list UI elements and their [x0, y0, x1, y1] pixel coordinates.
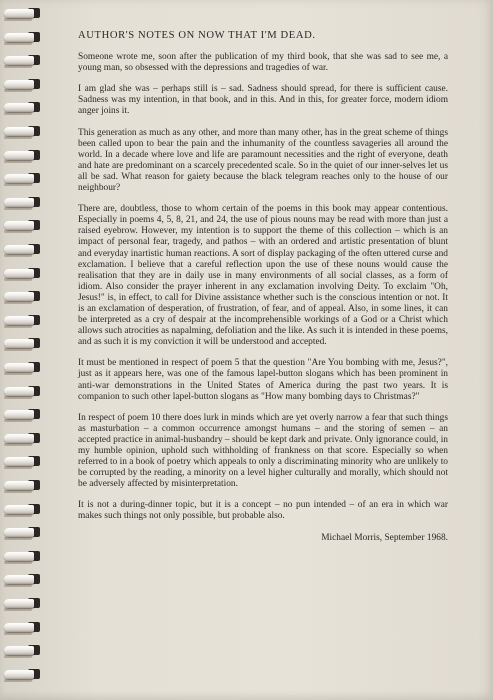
binding-ring — [4, 667, 44, 681]
binding-ring — [4, 360, 44, 374]
coil-loop — [4, 457, 34, 466]
coil-loop — [4, 481, 34, 490]
binding-ring — [4, 549, 44, 563]
binding-ring — [4, 502, 44, 516]
coil-loop — [4, 174, 34, 183]
coil-loop — [4, 646, 34, 655]
coil-loop — [4, 33, 34, 42]
binding-ring — [4, 171, 44, 185]
coil-shadow — [4, 561, 32, 564]
coil-shadow — [4, 254, 32, 257]
coil-shadow — [4, 372, 32, 375]
coil-loop — [4, 670, 34, 679]
binding-ring — [4, 384, 44, 398]
coil-shadow — [4, 112, 32, 115]
binding-ring — [4, 30, 44, 44]
coil-loop — [4, 599, 34, 608]
coil-loop — [4, 292, 34, 301]
paragraph: Someone wrote me, soon after the publication of my third book, that she was sad to see me, a young man, so obsessed with the depressions and tragedies of war. — [78, 52, 448, 74]
coil-loop — [4, 575, 34, 584]
coil-shadow — [4, 42, 32, 45]
coil-shadow — [4, 230, 32, 233]
document-title: AUTHOR'S NOTES ON NOW THAT I'M DEAD. — [78, 30, 316, 41]
coil-loop — [4, 151, 34, 160]
coil-loop — [4, 56, 34, 65]
paragraph: This generation as much as any other, and more than many other, has in the great scheme of things been called upon to bear the pain and the inhumanity of the countless savageries all around the world. In a decade where love and life are paramount necessities and the right of everyone, death and hate are predominant on a scarcely precedented scale. So in the quiet of our inner-selves let us all be sad. What reason for gaiety because the black telegram reaches only to the house of our neighbour? — [78, 127, 448, 194]
coil-shadow — [4, 608, 32, 611]
coil-shadow — [4, 18, 32, 21]
spiral-binding — [0, 6, 46, 696]
coil-loop — [4, 387, 34, 396]
paragraph: In respect of poem 10 there does lurk in minds which are yet overly narrow a fear that such things as masturbation – a common occurrence amongst humans – and the storing of semen – an accepted practice in animal-husbandry – should be kept dark and private. Only ignorance could, in my humble opinion, uphold such withholding of frankness on that score. Especially so when referred to in a book of poetry which appeals to only a discriminating minority who are unlikely to be corrupted by the reading, a minority on a level higher culturally and morally, which should not be adversely affected by misinterpretation. — [78, 412, 448, 490]
binding-ring — [4, 620, 44, 634]
binding-ring — [4, 596, 44, 610]
coil-loop — [4, 623, 34, 632]
binding-ring — [4, 289, 44, 303]
coil-loop — [4, 528, 34, 537]
coil-shadow — [4, 160, 32, 163]
coil-shadow — [4, 207, 32, 210]
coil-loop — [4, 127, 34, 136]
coil-loop — [4, 245, 34, 254]
coil-loop — [4, 316, 34, 325]
coil-loop — [4, 221, 34, 230]
coil-loop — [4, 339, 34, 348]
binding-ring — [4, 195, 44, 209]
coil-loop — [4, 363, 34, 372]
coil-loop — [4, 198, 34, 207]
coil-shadow — [4, 514, 32, 517]
binding-ring — [4, 242, 44, 256]
binding-ring — [4, 148, 44, 162]
coil-shadow — [4, 301, 32, 304]
coil-shadow — [4, 65, 32, 68]
coil-shadow — [4, 466, 32, 469]
paragraph: I am glad she was – perhaps still is – sad. Sadness should spread, for there is sufficient cause. Sadness was my intention, in that book, and in this. And in this, for greater force, modern idiom anger joins it. — [78, 84, 448, 117]
coil-shadow — [4, 325, 32, 328]
coil-shadow — [4, 278, 32, 281]
coil-shadow — [4, 490, 32, 493]
binding-ring — [4, 454, 44, 468]
signature: Michael Morris, September 1968. — [321, 532, 448, 543]
binding-ring — [4, 336, 44, 350]
coil-shadow — [4, 348, 32, 351]
binding-ring — [4, 266, 44, 280]
binding-ring — [4, 77, 44, 91]
binding-ring — [4, 6, 44, 20]
coil-shadow — [4, 537, 32, 540]
coil-shadow — [4, 136, 32, 139]
coil-loop — [4, 434, 34, 443]
binding-ring — [4, 478, 44, 492]
document-body — [78, 30, 448, 544]
binding-ring — [4, 313, 44, 327]
binding-ring — [4, 100, 44, 114]
coil-loop — [4, 80, 34, 89]
binding-ring — [4, 643, 44, 657]
coil-loop — [4, 103, 34, 112]
paragraph: It is not a during-dinner topic, but it is a concept – no pun intended – of an era in which war makes such things not only possible, but probable also. — [78, 500, 448, 522]
binding-ring — [4, 53, 44, 67]
binding-ring — [4, 572, 44, 586]
coil-shadow — [4, 632, 32, 635]
coil-loop — [4, 410, 34, 419]
coil-shadow — [4, 443, 32, 446]
paragraph: There are, doubtless, those to whom certain of the poems in this book may appear contentious. Especially in poems 4, 5, 8, 21, and 24, the use of pious nouns may be read with more than just a raised eyebrow. However, my intention is to support the theme of this collection – which is an impact of personal fear, tragedy, and pathos – with an ordered and artistic presentation of blunt and everyday inartistic human reactions. A sort of display packaging of the often uttered curse and exclamation. I believe that a careful reflection upon the use of these nouns would cause the realisation that they are in daily use in many environments of all social classes, as a form of idiom. Also consider the prayer inherent in any exclamation involving Deity. To exclaim "Oh, Jesus!" is, in effect, to call for Divine assistance whether such is the conscious intention or not. It is an exclamation of desperation, of frustration, of fear, and of appeal. Also, in some lines, it can be interpreted as a cry of despair at the incomprehensible workings of a God or a Christ which allows such atrocities as napalming, defoliation and the like. As such it is intended in these poems, and as such it is my conviction it will be understood and accepted. — [78, 204, 448, 348]
coil-loop — [4, 269, 34, 278]
binding-ring — [4, 431, 44, 445]
binding-ring — [4, 407, 44, 421]
binding-ring — [4, 124, 44, 138]
coil-shadow — [4, 89, 32, 92]
coil-shadow — [4, 584, 32, 587]
coil-shadow — [4, 655, 32, 658]
paragraph: It must be mentioned in respect of poem 5 that the question "Are You bombing with me, Jesus?", just as it appears here, was one of the famous lapel-button slogans which has been prominent in anti-war demonstrations in the United States of America during the past two years. It is companion to such other lapel-button slogans as "How many bombing days to Christmas?" — [78, 358, 448, 402]
binding-ring — [4, 218, 44, 232]
coil-loop — [4, 9, 34, 18]
coil-shadow — [4, 419, 32, 422]
coil-shadow — [4, 183, 32, 186]
coil-loop — [4, 552, 34, 561]
coil-shadow — [4, 679, 32, 682]
binding-ring — [4, 525, 44, 539]
coil-loop — [4, 505, 34, 514]
coil-shadow — [4, 396, 32, 399]
